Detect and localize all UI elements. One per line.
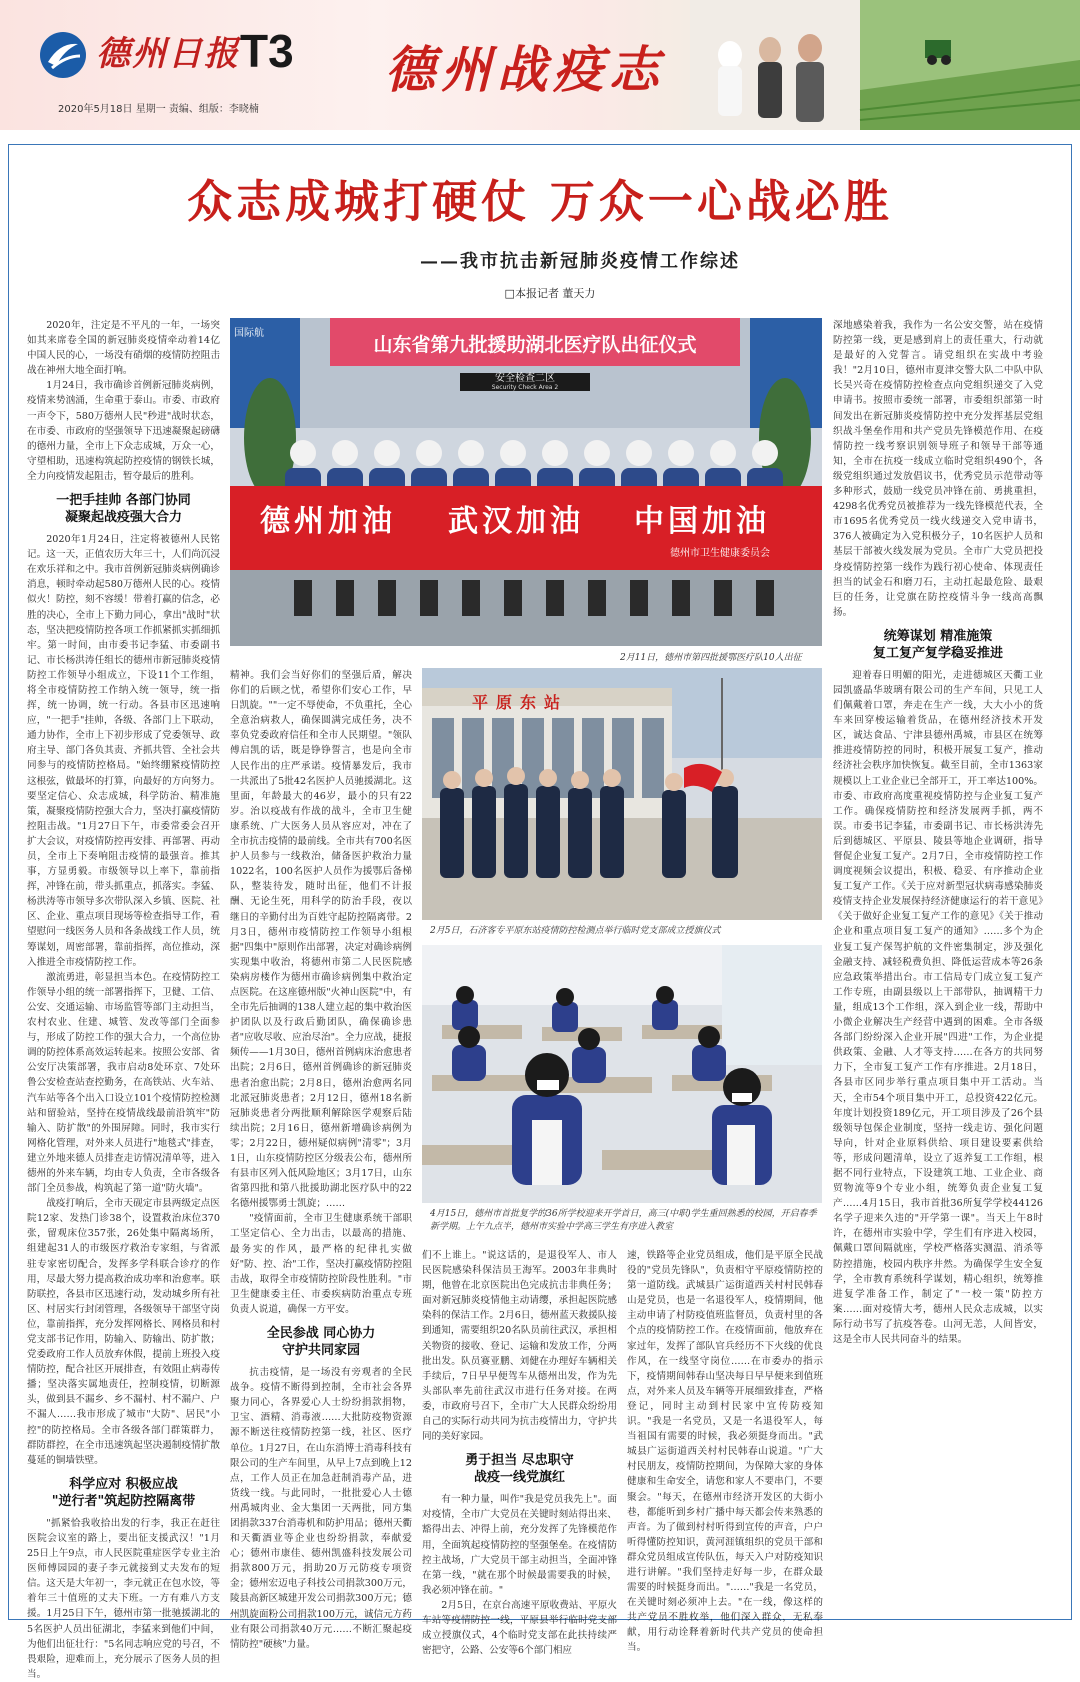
station-sign: 国际航	[234, 328, 264, 339]
article-subhead: ——我市抗击新冠肺炎疫情工作综述	[420, 251, 740, 272]
photo-flag-ceremony	[422, 668, 822, 920]
station-name-sign: 平原东站	[472, 693, 569, 712]
photo-medical-team-departure	[230, 318, 822, 646]
photo-students-classroom	[422, 945, 822, 1203]
photo-caption-2: 2月5日，石济客专平原东站疫情防控检测点举行临时党支部成立授旗仪式	[430, 926, 721, 936]
paragraph: "抓紧恰我收拾出发的行李，我正在赶往医院会议室的路上，要出征支援武汉！"1月25日上午9点，市人民医院重症医学专业主治医师傅园园的妻子李元就接到丈夫发布的短信。这天是大年初一，李元就正在包水饺，等着年三十值班的丈夫下班。一方有难八方支援。1月25日下午，德州市第一批驰援湖北的5名医护人员出征湖北，李猛来到他们中间，为他们出征壮行："5名同志响应党的号召，不畏艰险，迎难而上，充分展示了医务人员的担当。	[27, 1517, 220, 1680]
newspaper-logo-icon	[38, 30, 88, 80]
checkpoint-sign-en: Security Check Area 2	[491, 384, 559, 391]
paragraph: 2020年1月24日，注定将被德州人民铭记。这一天，正值农历大年三十，人们尚沉浸在欢乐祥和之中。我市首例新冠肺炎病例确诊消息，顿时牵动起580万德州人民的心。疫情似火！防控，刻不容缓！带着打赢的信念，必胜的决心，全市上下勤力同心，拿出"战时"状态，坚决把疫情防控各项工作抓紧抓实抓细抓牢。第一时间，由市委书记李猛、市委副书记、市长杨洪涛任组长的德州市新冠肺炎疫情防控工作领导小组成立，下设11个工作组，将全市疫情防控工作纳入统一领导，统一指挥，统一协调，统一行动。各县市区迅速响应，"一把手"挂帅，各级、各部门上下联动，通力协作，全市上下初步形成了党委领导、政府主导、部门各负其责、齐抓共管、全社会共同参与的疫情防控格局。"始终绷紧疫情防控这根弦，做最坏的打算，向最好的方向努力。要坚定信心、众志成城，科学防治、精准施策，凝聚疫情防控强大合力，坚决打赢疫情防控阻击战。"1月27日下午，市委常委会召开扩大会议，对疫情防控再安排、再部署、再动员，全市上下奏响阻击疫情的最强音。推其事，方显勇毅。市级领导以上率下，靠前指挥，冲锋在前，带头抓重点，抓落实。李猛、杨洪涛等市领导多次带队深入乡镇、医院、社区、企业、重点项目现场等检查指导工作，看望慰问一线医务人员和各条战线工作人员，统筹谋划，周密部署，靠前指挥，高位推动，深入推进全市疫情防控工作。	[27, 534, 220, 968]
banner-org: 德州市卫生健康委员会	[670, 548, 770, 559]
article-byline: □本报记者 董天力	[504, 287, 596, 300]
event-banner: 山东省第九批援助湖北医疗队出征仪式	[373, 334, 697, 356]
paragraph: 们不上谁上。"说这话的，是退役军人、市人民医院感染科保洁员王海军。2003年非典时期，他曾在北京医院出色完成抗击非典任务；面对新冠肺炎疫情他主动请缨，承担起医院感染科的保洁工作。2月6日，德州蓝天救援队接到通知，需要组织20名队员前往武汉，承担相关物资的接收、登记、运输和发放工作，分两批出发。队员赛亚鹏、刘健在办理好车辆相关手续后，7日早早便驾车从德州出发，作为先头部队率先前往武汉市进行任务对接。在两委，市政府号召下，全市广大人民群众纷纷用自己的实际行动共同为抗击疫情出力，守护共同的美好家园。	[422, 1250, 617, 1443]
section-title: 德州战疫志	[385, 40, 665, 99]
page-number: T3	[240, 25, 294, 77]
photo-caption-1: 2月11日，德州市第四批援鄂医疗队10人出征	[620, 653, 802, 663]
paragraph: 1月24日，我市确诊首例新冠肺炎病例，疫情来势汹涌，生命重于泰山。市委、市政府一声令下，580万德州人民"秒进"战时状态，在市委、市政府的坚强领导下迅速凝聚起磅礴的德州力量，全市上下众志成城，万众一心，守望相助，迅速构筑起防控疫情的钢铁长城，全力向疫情发起阻击，暂夺最后的胜利。	[27, 380, 220, 482]
section-heading: 科学应对 积极应战 "逆行者"筑起防控隔离带	[51, 1476, 196, 1509]
cheer-banner-1: 德州加油	[260, 504, 396, 539]
section-heading: 一把手挂帅 各部门协同 凝聚起战疫强大合力	[56, 493, 191, 526]
text-column-4	[627, 1248, 823, 1654]
section-heading: 统筹谋划 精准施策 复工复产复学稳妥推进	[872, 628, 1003, 661]
paragraph: 速，铁路等企业党员组成，他们是平原全民战役的"党员先锋队"，负责相守平原疫情防控的第一道防线。武城县广运街道西关村村民韩春山是党员，也是一名退役军人，疫情期间，他主动申请了村防疫值班监督员，负责村里的各个点的疫情防控工作。在疫情面前，他放弃在家过年，发挥了部队官兵经历不下火线的优良作风，在一线坚守岗位……在市委办的指示下，疫情期间韩春山坚决每日早早便来到值班点，对外来人员及车辆等开展细致排查，严格登记，同时主动到村民家中宣传防疫知识。"我是一名党员，又是一名退役军人，每当祖国有需要的时候，我必须挺身而出。"武城县广运街道西关村村民韩春山说道。"广大村民朋友，疫情防控期间，为保障大家的身体健康和生命安全，请您和家人不要串门，不要聚会。"每天，在德州市经济开发区的大街小巷，都能听到乡村广播中每天都会传来熟悉的声音。为了做到村村听得到宣传的声音，户户听得懂防控知识，黄河涯镇组织的党员干部和群众党员组成宣传队伍，每天入户对防疫知识进行讲解。"我们坚持走好每一步，在群众最需要的时候挺身而出。"……"我是一名党员，在关键时刻必须冲上去。"在一线，像这样的共产党员不胜枚举，他们深入群众，无私奉献，用行动诠释着新时代共产党员的使命担当。	[627, 1250, 823, 1654]
cheer-banner-3: 中国加油	[634, 504, 770, 539]
paragraph: "疫情面前，全市卫生健康系统干部职工坚定信心、全力出击，以最高的措施、最务实的作风，最严格的纪律扎实做好"防、控、治"工作，坚决打赢疫情防控阻击战，取得全市疫情防控阶段性胜利。"市卫生健康委主任、市委疾病防治重点专班负责人说道，确保一方平安。	[230, 1213, 412, 1315]
photo-classroom-image	[422, 945, 822, 1203]
paragraph: 抗击疫情，是一场没有旁观者的全民战争。疫情不断得到控制，全市社会各界聚力同心，各界爱心人士纷纷捐款捐物，卫宝、酒精、消毒液……大批防疫物资源源不断送往疫情防控第一线，社区、医疗单位。1月27日，在山东消博士消毒科技有限公司的生产车间里，从早上7点到晚上12点，工作人员正在加急赶制消毒产品，进货线一线。与此同时，一批批爱心人士德州禹城肉业、金大集团一天两批，同方集团捐款337台消毒机和防护用品；德州天衢和天衢酒业等企业也纷纷捐款，奉献爱心；德州市康佳、德州凯盛科技发展公司捐款800万元，捐助20万元防疫专项资金；德州宏迈电子科技公司捐款300万元，陵县高新区城建开发公司捐款300万元；德州凯旋面粉公司捐款100万元，诚信元方药业有限公司捐款40万元……不断汇聚起疫情防控"硬核"力量。	[230, 1367, 412, 1650]
article-headline: 众志成城打硬仗 万众一心战必胜	[187, 175, 893, 228]
newspaper-name: 德州日报	[96, 34, 240, 74]
paragraph: 精神。我们会当好你们的坚强后盾，解决你们的后顾之忧，希望你们安心工作，早日凯旋。""一定不辱使命，不负重托，全心全意治病救人，确保圆满完成任务，决不辜负党委政府信任和全市人民期望。"领队傅启凯的话，既是铮铮誓言，也是向全市人民作出的庄严承诺。疫情暴发后，我市一共派出了5批42名医护人员驰援湖北。这里面，年龄最大的46岁，最小的只有22岁。治以疫战有作战的战斗，全市卫生健康系统、广大医务人员从容应对，冲在了全市抗击疫情的最前线。全市共有700名医护人员参与一线救治，储备医护救治力量1022名，100名医护人员作为援鄂后备梯队，整装待发，随时出征，他们不计报酬、无论生死，用科学的防治手段，夜以继日的辛勤付出为百姓守起防控隔离带。2月3日，德州市疫情防控工作领导小组根据"四集中"原则作出部署，决定对确诊病例实现集中收治，将德州市第二人民医院感染病房楼作为德州市确诊病例集中救治定点医院。在这座德州版"火神山医院"中，有全市先后抽调的138人建立起的集中救治医护团队以及行政后勤团队，确保确诊患者"应收尽收、应治尽治"。全力应战，捷报频传——1月30日，德州首例病床治愈患者出院；2月6日，德州首例确诊的新冠肺炎患者治愈出院；2月8日，德州治愈两名同北派冠肺炎患者；2月12日，德州18名新冠肺炎患者分两批顺利解除医学观察后陆续出院；2月16日，德州新增确诊病例为零；2月22日，德州疑似病例"清零"；3月1日，山东疫情防控区分级表公布，德州所有县市区列入低风险地区；3月17日，山东省第四批和第八批援助湖北医疗队中的22名德州援鄂勇士凯旋；……	[230, 670, 412, 1210]
cheer-banner-2: 武汉加油	[448, 504, 584, 539]
photo-caption-3: 4月15日，德州市首批复学的36所学校迎来开学首日，高三(中职)学生重回熟悉的校园，开启春季新学期。上午九点半，德州市实验中学高三学生有序进入教室	[430, 1209, 817, 1232]
section-heading: 勇于担当 尽忠职守 战疫一线党旗红	[465, 1453, 574, 1486]
dateline: 2020年5月18日 星期一 责编、组版：李晓楠	[58, 104, 259, 115]
checkpoint-sign: 安全检查二区	[495, 373, 555, 384]
paragraph: 激流勇进，彰显担当本色。在疫情防控工作领导小组的统一部署指挥下，卫健、工信、公安、交通运输、市场监管等部门主动担当，农村农业、住建、城管、发改等部门全面参与，形成了防控工作的强大合力，一个高位协调的防控体系高效运转起来。按照公安部、省公安厅决策部署，我市启动8处环京、7处环鲁公安检查站查控勤务，在高铁站、火车站、汽车站等各个出入口设立101个疫情防控检测站和留验站，坚持在疫情战线最前沿筑牢"防输入、防扩散"的外围屏障。同时，我市实行网格化管理，对外来人员进行"地毯式"排查，建立外地来德人员排查走访情况清单等，进入德州的外来车辆，均由专人负责，全市各级各部门全员参战，构筑起了第一道"防火墙"。	[27, 971, 220, 1195]
paragraph: 迎着春日明媚的阳光，走进德城区天衢工业园凯盛晶华玻璃有限公司的生产车间，只见工人们佩戴着口罩，奔走在生产一线，大大小小的货车来回穿梭运输着货品，在德州经济技术开发区，诚达食品、宁津县德州禹城，市县区在统筹推进疫情防控的同时，积极开展复工复产，推动经济社会秩序加快恢复。截至目前，全市1363家规模以上工业企业已全部开工，开工率达100%。市委、市政府高度重视疫情防控与企业复工复产工作。确保疫情防控和经济发展两手抓，两不误。市委书记李猛，市委副书记、市长杨洪涛先后到德城区、平原县、陵县等地企业调研，指导督促企业复工复产。2月7日，全市疫情防控工作调度视频会议提出，积极、稳妥、有序推动企业复工复产工作。《关于应对新型冠状病毒感染肺炎疫情支持企业发展保持经济健康运行的若干意见》《关于做好企业复工复产工作的意见》《关于推动企业和重点项目复工复产的通知》……多个为企业复工复产保驾护航的文件密集制定，涉及强化金融支持、减轻税费负担、降低运营成本等26条应急政策举措出台。市工信局专门成立复工复产工作专班，由副县级以上干部带队，抽调精干力量，组成13个工作组，深入到企业一线，帮助中小微企业解决生产经营中遇到的困难。全市各级各部门纷纷深入企业开展"四进"工作，为企业提供政策、金融、人才等支持……在各方的共同努力下，全市复工复产工作有序推进。2月18日，各县市区同步举行重点项目集中开工活动。当天，全市54个项目集中开工，总投资422亿元。年度计划投资189亿元，开工项目涉及了26个县级领导包保企业制度，坚持一线走访、强化问题导向，针对企业原料供给、项目建设要素供给等，形成问题清单，设立了返养复工工作组，根据不同行业特点，下设建筑工地、工业企业、商贸物流等9个专业小组，统筹负责企业复工复产……4月15日，我市首批36所复学学校44126名学子迎来久违的"开学第一课"。当天上午8时许，在德州市实验中学，学生们有序进入校园，佩戴口罩间隔就座，学校严格落实测温、消杀等防控措施，校园内秩序井然。为确保学生安全复学，全市教育系统科学谋划，精心组织，统筹推进复学准备工作，制定了"一校一策"防控方案……面对疫情大考，德州人民众志成城，以实际行动书写了抗疫答卷。山河无恙，人间皆安，这是全市人民共同奋斗的结果。	[833, 669, 1043, 1345]
masthead	[0, 0, 1080, 130]
paragraph: 深地感染着我，我作为一名公安交警，站在疫情防控第一线，更是感到肩上的责任重大，行动就是最好的入党誓言。请党组织在实战中考验我！"2月10日，德州市夏津交警大队二中队中队长吴兴奇在疫情防控检查点向党组织递交了入党申请书。按照市委统一部署，市委组织部第一时间发出在新冠肺炎疫情防控中充分发挥基层党组织战斗堡垒作用和共产党员先锋模范作用、在疫情防控一线考察识别领导班子和领导干部等通知，全市在抗疫一线成立临时党组织490个，各级党组织通过发放倡议书，优秀党员示范带动等多种形式，鼓励一线党员冲锋在前、勇挑重担，4298名优秀党员被推荐为一线先锋模范代表，全市1695名优秀党员一线火线递交入党申请书，376人被确定为入党积极分子，10名医护人员和基层干部被火线发展为党员。全市广大党员把投身疫情防控第一线作为践行初心使命、体现责任担当的试金石和磨刀石，主动扛起最危险、最艰巨的任务，让党旗在防控疫情斗争一线高高飘扬。	[833, 320, 1043, 618]
text-column-2	[230, 668, 412, 1650]
text-column-1	[27, 318, 220, 1680]
section-heading: 全民参战 同心协力 守护共同家园	[266, 1326, 376, 1359]
paragraph: 2月5日，在京台高速平原收费站、平原火车站等疫情防控一线，平原县举行临时党支部成立授旗仪式，4个临时党支部在此扶持续严密把守，公路、公安等6个部门相应	[422, 1599, 617, 1657]
paragraph: 有一种力量，叫作"我是党员我先上"。面对疫情，全市广大党员在关键时刻站得出来、豁得出去、冲得上前，充分发挥了先锋模范作用，全面筑起疫情防控的坚强堡垒。在疫情防控主战场，广大党员干部主动担当，全面冲锋在第一线，"就在那个时候最需要我的时候，我必须冲锋在前。"	[422, 1494, 617, 1596]
text-column-5	[833, 318, 1043, 1608]
masthead-collage-image	[690, 0, 1080, 130]
text-column-3	[422, 1248, 617, 1657]
photo-medical-team-image	[230, 318, 822, 646]
paragraph: 2020年，注定是不平凡的一年，一场突如其来席卷全国的新冠肺炎疫情牵动着14亿中国人民的心，一场没有硝烟的疫情防控阻击战在神州大地全面打响。	[27, 320, 220, 377]
paragraph: 战疫打响后，全市天砚定市县两级定点医院12家、发热门诊38个，设置救治床位370张，留观床位357张，26处集中隔离场所，组建起31人的市级医疗救治专家组，与省派驻专家密切配合，发挥多学科联合诊疗的作用，尽最大努力提高救治成功率和治愈率。联防联控，各县市区迅速行动，发动城乡所有社区、村居实行封闭管理，各级领导干部坚守岗位，靠前指挥，充分发挥网格长、网格员和村党支部书记作用，防输入、防输出、防扩散；党委政府工作人员放弃休假，提前上班投入疫情防控，配合社区开展排查，有效阻止病毒传播；坚决落实属地责任，控制疫情，切断源头，做到县不漏乡、乡不漏村、村不漏户、户不漏人……我市形成了城市"大防"、居民"小控"的防控格局。全市各级各部门群策群力，群防群控，在全市迅速筑起坚决遏制疫情扩散蔓延的铜墙铁壁。	[27, 1198, 220, 1466]
